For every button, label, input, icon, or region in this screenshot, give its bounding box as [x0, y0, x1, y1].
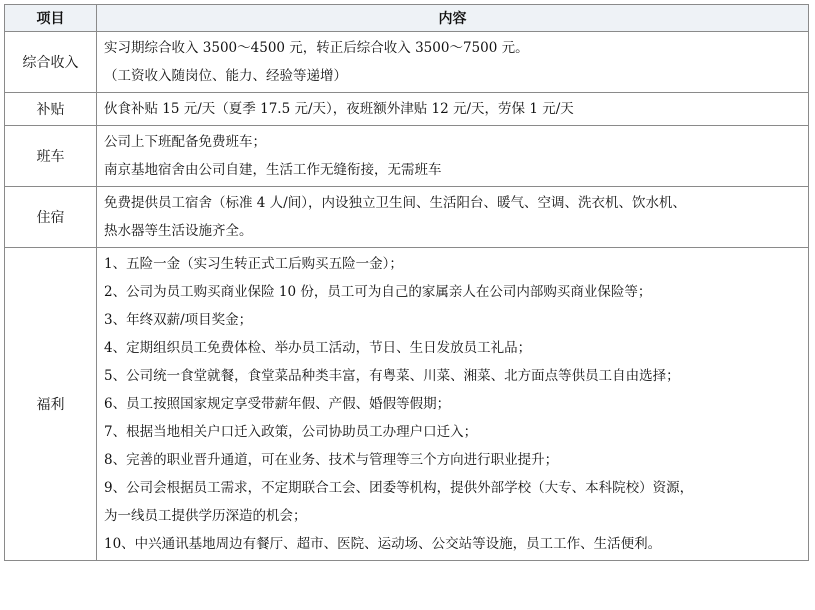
content-line: 3、年终双薪/项目奖金；	[104, 312, 253, 328]
content-line: 伙食补贴 15 元/天（夏季 17.5 元/天），夜班额外津贴 12 元/天，劳保 1 元/天	[104, 101, 574, 117]
row-label: 班车	[5, 126, 97, 187]
content-line: 2、公司为员工购买商业保险 10 份，员工可为自己的家属亲人在公司内部购买商业保险等；	[104, 284, 652, 300]
content-line: 10、中兴通讯基地周边有餐厅、超市、医院、运动场、公交站等设施，员工工作、生活便利。	[104, 536, 662, 552]
content-line: 公司上下班配备免费班车；	[104, 134, 266, 150]
table-row	[5, 248, 809, 561]
row-label: 补贴	[5, 93, 97, 126]
content-line: 热水器等生活设施齐全。	[104, 223, 253, 239]
content-line: 8、完善的职业晋升通道，可在业务、技术与管理等三个方向进行职业提升；	[104, 452, 559, 468]
content-line: 9、公司会根据员工需求，不定期联合工会、团委等机构，提供外部学校（大专、本科院校）资源，	[104, 480, 694, 496]
header-content: 内容	[97, 5, 809, 32]
content-line: 南京基地宿舍由公司自建，生活工作无缝衔接，无需班车	[104, 162, 442, 178]
row-content	[97, 32, 809, 93]
row-label: 住宿	[5, 187, 97, 248]
content-line: （工资收入随岗位、能力、经验等递增）	[104, 68, 347, 84]
table-row	[5, 126, 809, 187]
benefits-table	[4, 4, 809, 561]
table-row	[5, 93, 809, 126]
row-content	[97, 126, 809, 187]
content-line: 5、公司统一食堂就餐，食堂菜品种类丰富，有粤菜、川菜、湘菜、北方面点等供员工自由选择；	[104, 368, 680, 384]
content-line: 为一线员工提供学历深造的机会；	[104, 508, 307, 524]
content-line: 实习期综合收入 3500～4500 元，转正后综合收入 3500～7500 元。	[104, 40, 529, 56]
row-label: 综合收入	[5, 32, 97, 93]
row-content	[97, 93, 809, 126]
content-line: 4、定期组织员工免费体检、举办员工活动，节日、生日发放员工礼品；	[104, 340, 532, 356]
row-content	[97, 187, 809, 248]
table-row	[5, 187, 809, 248]
content-line: 6、员工按照国家规定享受带薪年假、产假、婚假等假期；	[104, 396, 451, 412]
header-row	[5, 5, 809, 32]
benefits-table-container	[4, 4, 809, 561]
content-line: 1、五险一金（实习生转正式工后购买五险一金）；	[104, 256, 403, 272]
row-content	[97, 248, 809, 561]
row-label: 福利	[5, 248, 97, 561]
table-row	[5, 32, 809, 93]
content-line: 免费提供员工宿舍（标准 4 人/间），内设独立卫生间、生活阳台、暖气、空调、洗衣机、饮水机、	[104, 195, 686, 211]
header-item: 项目	[5, 5, 97, 32]
content-line: 7、根据当地相关户口迁入政策，公司协助员工办理户口迁入；	[104, 424, 478, 440]
